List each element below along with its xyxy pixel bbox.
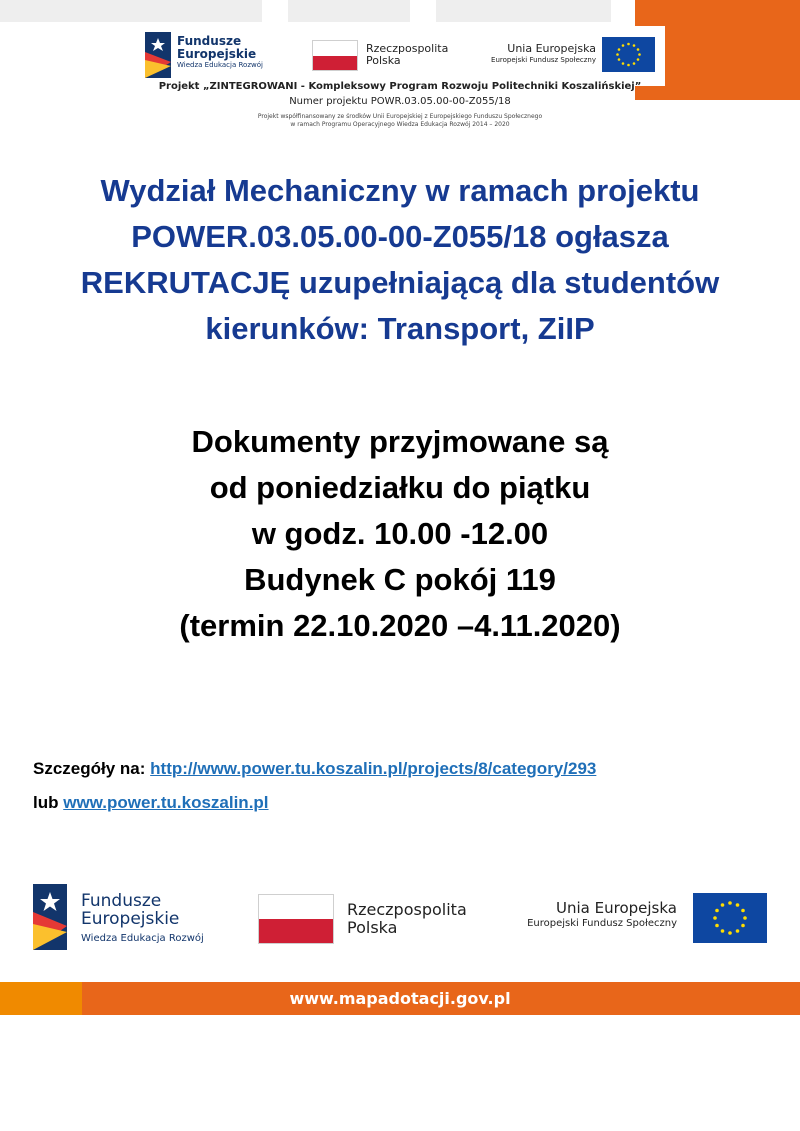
pl-line1: Rzeczpospolita [347,900,467,919]
eu-line1: Unia Europejska [507,42,596,55]
details-line1 [33,759,596,779]
project-number: Numer projektu POWR.03.05.00-00-Z055/18 [289,96,511,107]
eu-line1: Unia Europejska [556,899,677,917]
fe-title-line1: Fundusze [81,891,162,911]
top-gray-bar-middle [288,0,410,22]
header-fe-logo [145,32,275,82]
cofinance-line1: Projekt współfinansowany ze środków Unii Europejskiej z Europejskiego Funduszu Społecznego [257,113,543,120]
documents-line2: od poniedziałku do piątku [209,470,591,505]
fe-star-icon [33,884,67,950]
details-or-label: lub [33,793,59,812]
documents-line5: (termin 22.10.2020 –4.11.2020) [179,608,621,643]
header-pl-flag-icon [312,40,358,71]
footer-website: www.mapadotacji.gov.pl [289,989,511,1008]
details-link-category[interactable]: http://www.power.tu.koszalin.pl/projects/8/category/293 [150,759,597,778]
details-label: Szczegóły na: [33,759,146,778]
eu-line2: Europejski Fundusz Społeczny [527,917,677,929]
footer-fe-logo [33,884,233,954]
fe-title-line2: Europejskie [81,908,180,929]
project-title: Projekt „ZINTEGROWANI - Kompleksowy Program Rozwoju Politechniki Koszalińskiej” [158,81,642,92]
headline-line1: Wydział Mechaniczny w ramach projektu [100,173,700,208]
details-link-home[interactable]: www.power.tu.koszalin.pl [63,793,269,812]
pl-line2: Polska [347,917,398,937]
footer-eu-flag-icon [693,893,767,943]
headline-line2: POWER.03.05.00-00-Z055/18 ogłasza [131,219,669,254]
documents-line1: Dokumenty przyjmowane są [191,424,609,459]
documents-line4: Budynek C pokój 119 [244,562,556,597]
eu-line2: Europejski Fundusz Społeczny [491,55,596,64]
header-pl-logo [366,43,448,67]
top-gray-bar-left [0,0,262,22]
details-line2 [33,793,269,813]
documents-line3: w godz. 10.00 -12.00 [251,516,549,551]
pl-line2: Polska [366,54,401,68]
top-gray-bar-right [436,0,611,22]
fe-title-line1: Fundusze [177,34,242,48]
headline-line4: kierunków: Transport, ZiIP [205,311,595,346]
headline [20,168,780,352]
footer-eu-logo [495,899,677,930]
fe-subtitle: Wiedza Edukacja Rozwój [177,61,263,70]
cofinance-line2: w ramach Programu Operacyjnego Wiedza Edukacja Rozwój 2014 – 2020 [290,121,510,128]
footer-pl-logo [347,901,467,936]
fe-title-line2: Europejskie [177,46,257,61]
header-eu-logo [480,42,596,65]
fe-subtitle: Wiedza Edukacja Rozwój [81,932,204,944]
fe-star-icon [145,32,171,78]
documents-info [20,419,780,649]
pl-line1: Rzeczpospolita [366,42,449,55]
footer-pl-flag-icon [258,894,334,944]
header-eu-flag-icon [602,37,655,72]
footer-bar [0,982,800,1015]
headline-line3: REKRUTACJĘ uzupełniającą dla studentów [80,265,720,300]
